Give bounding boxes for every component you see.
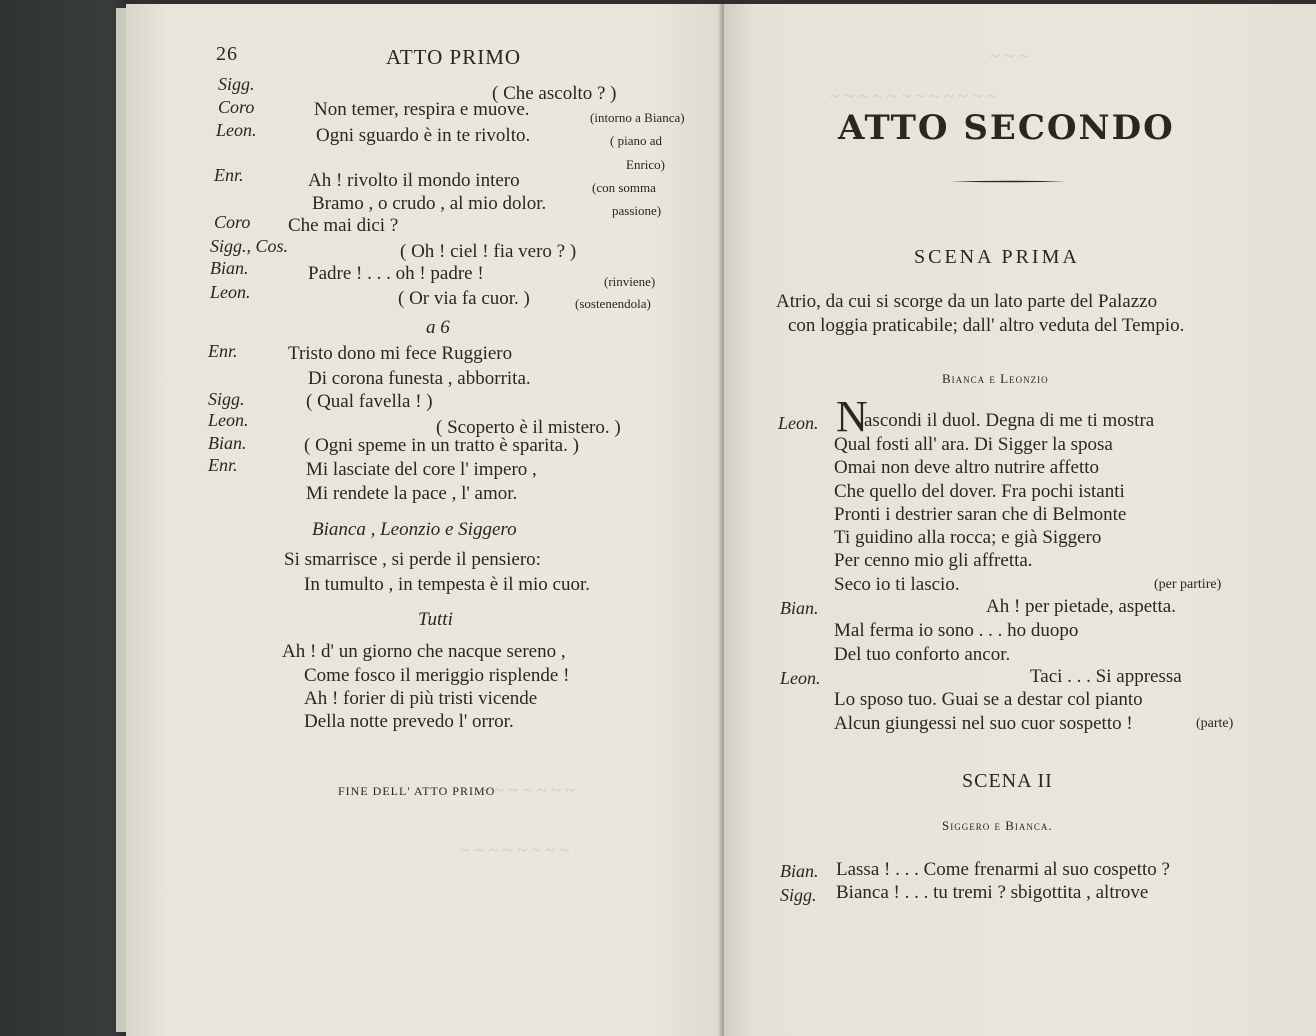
speaker-label: Leon. — [780, 668, 821, 688]
verse-line: ( Qual favella ! ) — [306, 391, 433, 412]
verse-line: Ah ! per pietade, aspetta. — [986, 596, 1176, 617]
verse-line: Alcun giungessi nel suo cuor sospetto ! — [834, 713, 1133, 734]
verse-line: ascondi il duol. Degna di me ti mostra — [864, 410, 1155, 431]
speaker-label: Enr. — [214, 165, 244, 185]
verse-line: Che quello del dover. Fra pochi istanti — [834, 481, 1125, 502]
verse-line: Ti guidino alla rocca; e già Siggero — [834, 527, 1102, 548]
show-through: ~ ~ ~ ~ ~ ~ ~ ~ ~ ~ ~ ~ — [830, 86, 997, 106]
verse-line: ( Or via fa cuor. ) — [398, 288, 530, 309]
verse-line: Bianca ! . . . tu tremi ? sbigottita , altrove — [836, 882, 1149, 903]
verse-line: Padre ! . . . oh ! padre ! — [308, 263, 484, 284]
verse-line: Lassa ! . . . Come frenarmi al suo cospetto ? — [836, 859, 1170, 880]
characters-heading: Bianca , Leonzio e Siggero — [312, 519, 517, 540]
speaker-label: Sigg., Cos. — [210, 236, 289, 256]
verse-line: Di corona funesta , abborrita. — [308, 368, 531, 389]
speaker-label: Bian. — [780, 861, 819, 881]
verse-line: Pronti i destrier saran che di Belmonte — [834, 504, 1127, 525]
ensemble-heading: a 6 — [426, 317, 450, 338]
speaker-label: Coro — [218, 97, 255, 117]
speaker-label: Bian. — [210, 258, 249, 278]
verse-line: Non temer, respira e muove. — [314, 99, 530, 120]
verse-line: Tristo dono mi fece Ruggiero — [288, 343, 513, 364]
verse-line: Per cenno mio gli affretta. — [834, 550, 1033, 571]
verse-line: ( Scoperto è il mistero. ) — [436, 417, 621, 438]
speaker-label: Coro — [214, 212, 251, 232]
scene-characters: Siggero e Bianca. — [942, 818, 1053, 833]
verse-line: Che mai dici ? — [288, 215, 399, 236]
verse-line: Mal ferma io sono . . . ho duopo — [834, 620, 1079, 641]
verse-line: Seco io ti lascio. — [834, 574, 960, 595]
end-of-act-line: FINE DELL' ATTO PRIMO — [338, 784, 496, 798]
speaker-label: Sigg. — [780, 885, 817, 905]
scene-heading: SCENA II — [962, 770, 1053, 792]
verse-line: ( Che ascolto ? ) — [492, 83, 617, 104]
verse-line: Della notte prevedo l' orror. — [304, 711, 514, 732]
stage-direction: (con somma — [592, 180, 656, 195]
speaker-label: Leon. — [778, 413, 819, 433]
show-through: ~ ~ ~ ~ ~ ~ ~ ~ — [460, 840, 570, 860]
speaker-label: Leon. — [216, 120, 257, 140]
setting-description: Atrio, da cui si scorge da un lato parte del Palazzo — [776, 291, 1158, 312]
verse-line: Qual fosti all' ara. Di Sigger la sposa — [834, 434, 1113, 455]
verse-line: In tumulto , in tempesta è il mio cuor. — [304, 574, 591, 595]
decorative-rule — [950, 180, 1066, 183]
setting-description: con loggia praticabile; dall' altro veduta del Tempio. — [788, 315, 1185, 336]
show-through: ~ ~ ~ ~ ~ ~ ~ — [480, 780, 576, 800]
page-number: 26 — [216, 43, 238, 65]
verse-line: Si smarrisce , si perde il pensiero: — [284, 549, 541, 570]
speaker-label: Enr. — [208, 455, 238, 475]
stage-direction: Enrico) — [626, 157, 665, 172]
verse-line: ( Ogni speme in un tratto è sparita. ) — [304, 435, 579, 456]
verse-line: Omai non deve altro nutrire affetto — [834, 457, 1100, 478]
speaker-label: Sigg. — [208, 389, 245, 409]
verse-line: Ah ! forier di più tristi vicende — [304, 688, 538, 709]
speaker-label: Leon. — [208, 410, 249, 430]
stage-direction: ( piano ad — [610, 133, 662, 148]
verse-line: Ah ! rivolto il mondo intero — [308, 170, 520, 191]
verse-line: ( Oh ! ciel ! fia vero ? ) — [400, 241, 577, 262]
ensemble-heading: Tutti — [418, 609, 453, 630]
speaker-label: Bian. — [208, 433, 247, 453]
verse-line: Mi rendete la pace , l' amor. — [306, 483, 518, 504]
verse-line: Come fosco il meriggio risplende ! — [304, 665, 570, 686]
verse-line: Ogni sguardo è in te rivolto. — [316, 125, 531, 146]
verse-line: Mi lasciate del core l' impero , — [306, 459, 537, 480]
verse-line: Taci . . . Si appressa — [1030, 666, 1182, 687]
stage-direction: (intorno a Bianca) — [590, 110, 685, 125]
speaker-label: Sigg. — [218, 74, 255, 94]
speaker-label: Leon. — [210, 282, 251, 302]
stage-direction: (per partire) — [1154, 577, 1222, 592]
scene-heading: SCENA PRIMA — [914, 246, 1080, 268]
drop-cap: N — [836, 392, 868, 441]
running-head: ATTO PRIMO — [386, 45, 522, 69]
act-title: ATTO SECONDO — [838, 108, 1175, 148]
speaker-label: Bian. — [780, 598, 819, 618]
verse-line: Ah ! d' un giorno che nacque sereno , — [282, 641, 566, 662]
show-through: ~ ~ ~ — [990, 46, 1029, 66]
scene-characters: Bianca e Leonzio — [942, 371, 1049, 386]
stage-direction: (parte) — [1196, 716, 1234, 731]
verse-line: Bramo , o crudo , al mio dolor. — [312, 193, 547, 214]
verse-line: Lo sposo tuo. Guai se a destar col pianto — [834, 689, 1143, 710]
verse-line: Del tuo conforto ancor. — [834, 644, 1011, 665]
stage-direction: (rinviene) — [604, 274, 656, 289]
stage-direction: (sostenendola) — [575, 296, 651, 311]
speaker-label: Enr. — [208, 341, 238, 361]
stage-direction: passione) — [612, 203, 662, 218]
